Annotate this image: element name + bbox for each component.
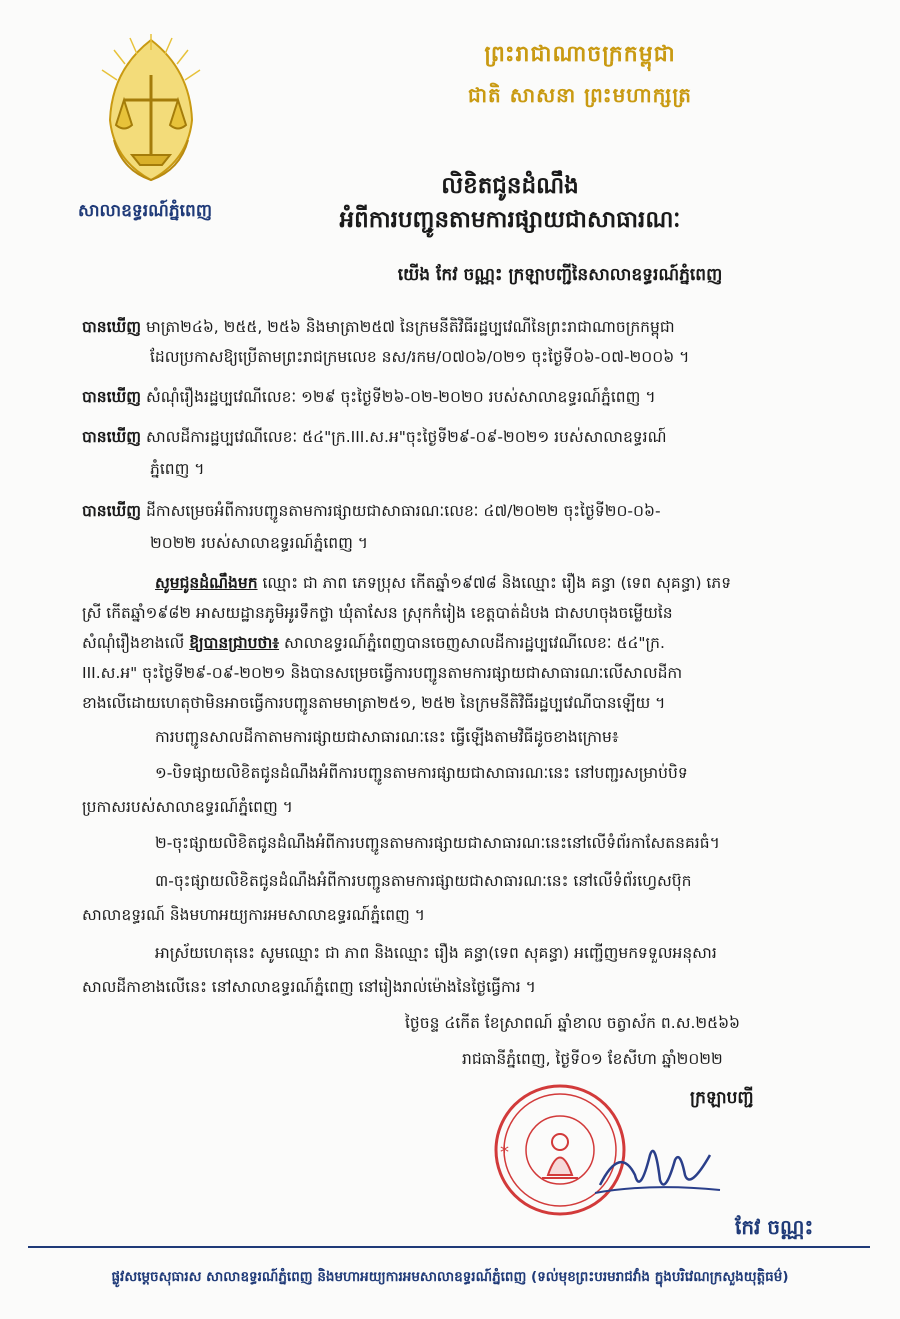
- notice-line-e: ខាងលើដោយហេតុថាមិនអាចធ្វើការបញ្ជូនតាមមាត្រា២៥១, ២៥២ នៃក្រមនីតិវិធីរដ្ឋប្បវេណីបានឡើយ ។: [82, 694, 666, 712]
- seen-paragraph-3-cont: ភ្នំពេញ ។: [150, 460, 205, 478]
- notice-text: ឈ្មោះ ជា ភាព ភេទប្រុស កើតឆ្នាំ១៩៧៨ និងឈ្មោះ រឿង គន្ធា (ទេព សុគន្ធា) ភេទ: [257, 574, 732, 592]
- seen-text: សំណុំរឿងរដ្ឋប្បវេណីលេខៈ ១២៩ ចុះថ្ងៃទី២៦-០២-២០២០ របស់សាលាឧទ្ធរណ៍ភ្នំពេញ ។: [145, 388, 656, 406]
- method-intro: ការបញ្ជូនសាលដីកាតាមការផ្សាយជាសាធារណៈនេះ ធ្វើឡើងតាមវិធីដូចខាងក្រោម៖: [155, 728, 619, 746]
- handwritten-signature-icon: [580, 1135, 730, 1205]
- signer-name: កែវ ចណ្ណះ: [735, 1215, 814, 1239]
- seen-paragraph-4-cont: ២០២២ របស់សាលាឧទ្ធរណ៍ភ្នំពេញ ។: [150, 534, 368, 552]
- kingdom-motto-line2: ជាតិ សាសនា ព្រះមហាក្សត្រ: [468, 83, 692, 107]
- footer-address: ផ្លូវសម្តេចសុធារស សាលាឧទ្ធរណ៍ភ្នំពេញ និងមហាអយ្យការអមសាលាឧទ្ធរណ៍ភ្នំពេញ (ទល់មុខព្រះបរមរាជវាំង ក្នុងបរិវេណក្រសួងយុត្តិធម៌): [111, 1269, 789, 1285]
- document-subtitle: អំពីការបញ្ជូនតាមការផ្សាយជាសាធារណៈ: [339, 207, 681, 233]
- issuer-line: យើង កែវ ចណ្ណះ ក្រឡាបញ្ជីនៃសាលាឧទ្ធរណ៍ភ្នំពេញ: [397, 265, 723, 285]
- seen-paragraph-2: [82, 388, 656, 407]
- notice-label: សូមជូនដំណឹងមក: [155, 574, 258, 592]
- seen-paragraph-4: [82, 502, 661, 521]
- notice-text: សំណុំរឿងខាងលើ: [82, 634, 190, 652]
- notice-line-c: [82, 634, 665, 653]
- notice-paragraph: [155, 574, 731, 593]
- svg-text:*: *: [500, 1142, 509, 1163]
- seen-paragraph-3: [82, 428, 667, 447]
- notice-line-b: ស្រី កើតឆ្នាំ១៩៨២ អាសយដ្ឋានភូមិអូរទឹកថ្លា ឃុំតាសែន ស្រុកកំរៀង ខេត្តបាត់ដំបង ជាសហចុងចម្លើយនៃ: [82, 604, 673, 622]
- notice-text: សាលាឧទ្ធរណ៍ភ្នំពេញបានចេញសាលដីការដ្ឋប្បវេណីលេខៈ ៥៤"ក្រ.: [279, 634, 665, 652]
- seen-paragraph-1: [82, 318, 675, 337]
- seen-label: បានឃើញ: [82, 428, 142, 446]
- method-item-3-cont: សាលាឧទ្ធរណ៍ និងមហាអយ្យការអមសាលាឧទ្ធរណ៍ភ្នំពេញ ។: [82, 906, 425, 924]
- document-title: លិខិតជូនដំណឹង: [441, 173, 579, 199]
- method-item-1: ១-បិទផ្សាយលិខិតជូនដំណឹងអំពីការបញ្ជូនតាមការផ្សាយជាសាធារណៈនេះ នៅបញ្ជរសម្រាប់បិទ: [155, 764, 688, 782]
- solar-date: រាជធានីភ្នំពេញ, ថ្ងៃទី០១ ខែសីហា ឆ្នាំ២០២២: [462, 1050, 723, 1068]
- court-name: សាលាឧទ្ធរណ៍ភ្នំពេញ: [77, 201, 213, 221]
- footer-divider: [28, 1246, 870, 1248]
- seen-text: សាលដីការដ្ឋប្បវេណីលេខៈ ៥៤"ក្រ.III.ស.អ"ចុះថ្ងៃទី២៩-០៩-២០២១ របស់សាលាឧទ្ធរណ៍: [145, 428, 667, 446]
- seen-text: ដីកាសម្រេចអំពីការបញ្ជូនតាមការផ្សាយជាសាធារណៈលេខៈ ៤៧/២០២២ ចុះថ្ងៃទី២០-០៦-: [145, 502, 661, 520]
- seen-label: បានឃើញ: [82, 318, 142, 336]
- closing-paragraph-cont: សាលដីកាខាងលើនេះ នៅសាលាឧទ្ធរណ៍ភ្នំពេញ នៅរៀងរាល់ម៉ោងនៃថ្ងៃធ្វើការ ។: [82, 978, 536, 996]
- seen-text: មាត្រា២៤៦, ២៥៥, ២៥៦ និងមាត្រា២៥៧ នៃក្រមនីតិវិធីរដ្ឋប្បវេណីនៃព្រះរាជាណាចក្រកម្ពុជា: [145, 318, 675, 336]
- method-item-1-cont: ប្រកាសរបស់សាលាឧទ្ធរណ៍ភ្នំពេញ ។: [82, 798, 293, 816]
- seen-paragraph-1-cont: ដែលប្រកាសឱ្យប្រើតាមព្រះរាជក្រមលេខ នស/រកម/០៧០៦/០២១ ចុះថ្ងៃទី០៦-០៧-២០០៦ ។: [150, 348, 690, 366]
- seen-label: បានឃើញ: [82, 502, 142, 520]
- kingdom-motto-line1: ព្រះរាជាណាចក្រកម្ពុជា: [484, 42, 676, 67]
- seen-label: បានឃើញ: [82, 388, 142, 406]
- notice-line-d: III.ស.អ" ចុះថ្ងៃទី២៩-០៩-២០២១ និងបានសម្រេចធ្វើការបញ្ជូនតាមការផ្សាយជាសាធារណៈលើសាលដីកា: [82, 664, 683, 682]
- lunar-date: ថ្ងៃចន្ទ ៤កើត ខែស្រាពណ៍ ឆ្នាំខាល ចត្វាស័ក ព.ស.២៥៦៦: [405, 1014, 741, 1032]
- closing-paragraph: អាស្រ័យហេតុនេះ សូមឈ្មោះ ជា ភាព និងឈ្មោះ រឿង គន្ធា(ទេព សុគន្ធា) អញ្ជើញមកទទួលអនុសារ: [155, 944, 717, 962]
- method-item-2: ២-ចុះផ្សាយលិខិតជូនដំណឹងអំពីការបញ្ជូនតាមការផ្សាយជាសាធារណៈនេះនៅលើទំព័រកាសែតនគរធំ។: [155, 834, 720, 852]
- signer-title: ក្រឡាបញ្ជី: [690, 1088, 754, 1108]
- court-scales-emblem-icon: [92, 30, 210, 190]
- notice-inform-label: ឱ្យបានជ្រាបថា៖: [189, 634, 280, 652]
- method-item-3: ៣-ចុះផ្សាយលិខិតជូនដំណឹងអំពីការបញ្ជូនតាមការផ្សាយជាសាធារណៈនេះ នៅលើទំព័រហ្វេសប៊ុក: [155, 872, 692, 890]
